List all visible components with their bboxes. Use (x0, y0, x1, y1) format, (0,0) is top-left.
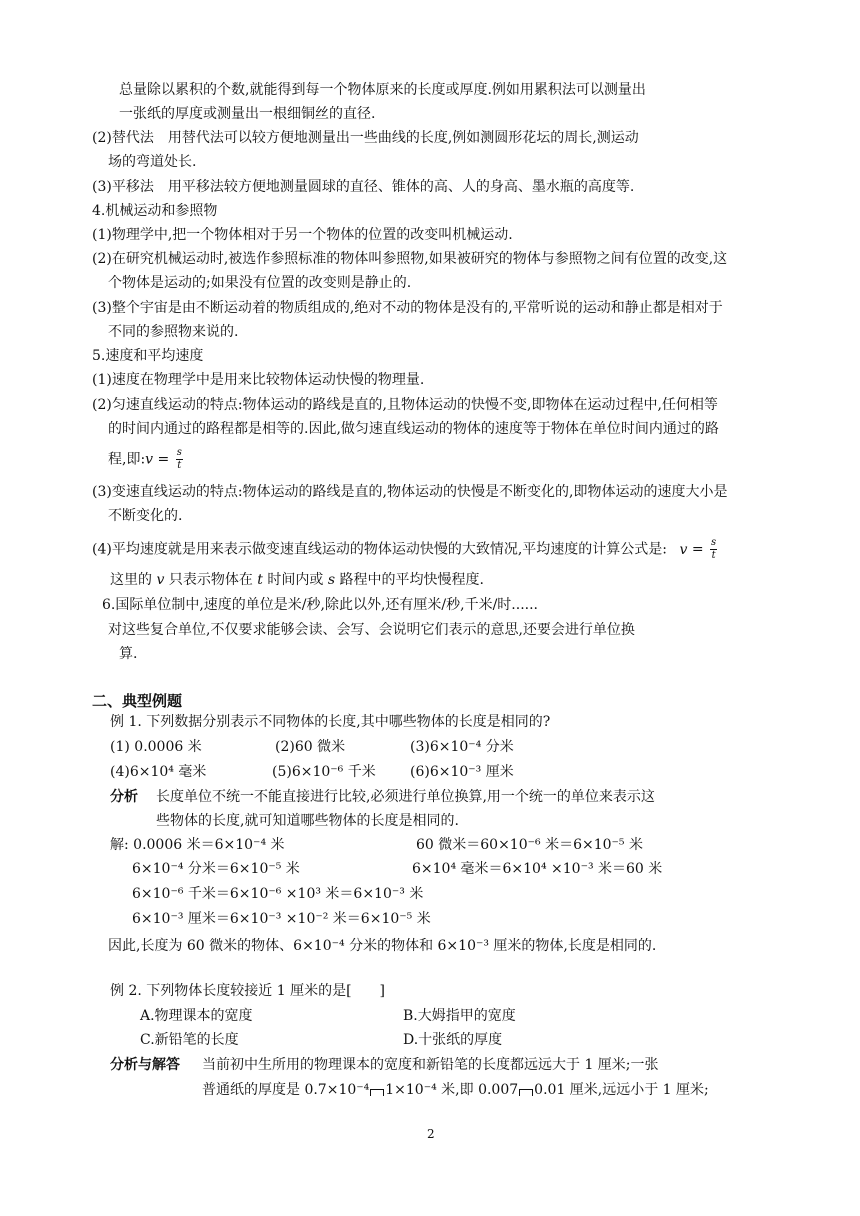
option: A.物理课本的宽度 (140, 1008, 253, 1024)
text-line: 不断变化的. (108, 508, 183, 524)
option: (3)6×10⁻⁴ 分米 (410, 739, 514, 755)
solution-line: 6×10⁻³ 厘米＝6×10⁻³ ×10⁻² 米＝6×10⁻⁵ 米 (132, 911, 431, 927)
text-line: 的时间内通过的路程都是相等的.因此,做匀速直线运动的物体的速度等于物体在单位时间内通过的路 (108, 421, 719, 437)
text-line: (2)匀速直线运动的特点:物体运动的路线是直的,且物体运动的快慢不变,即物体在运动过程中,任何相等 (92, 397, 718, 413)
formula-fraction (710, 537, 717, 562)
solution-line: 6×10⁻⁴ 分米＝6×10⁻⁵ 米 (132, 861, 300, 877)
text-line (202, 1080, 709, 1100)
option: (1) 0.0006 米 (110, 739, 202, 755)
solution-line: 解: 0.0006 米＝6×10⁻⁴ 米 (110, 837, 285, 853)
formula-denominator: t (177, 460, 182, 471)
text-segment: (4)平均速度就是用来表示做变速直线运动的物体运动快慢的大致情况,平均速度的计算公式是: (92, 541, 667, 558)
solution-line: 60 微米＝60×10⁻⁶ 米＝6×10⁻⁵ 米 (416, 837, 643, 853)
text-line: (2)在研究机械运动时,被选作参照标准的物体叫参照物,如果被研究的物体与参照物之间有位置的改变,这 (92, 251, 728, 267)
text-line: (1)速度在物理学中是用来比较物体运动快慢的物理量. (92, 372, 425, 388)
text-line: 5.速度和平均速度 (92, 348, 204, 364)
text-line: (1)物理学中,把一个物体相对于另一个物体的位置的改变叫机械运动. (92, 227, 513, 243)
text-segment: 这里的 (110, 572, 152, 588)
formula-t: t (257, 572, 263, 588)
analysis-label: 分析与解答 (110, 1057, 180, 1073)
option: (2)60 微米 (275, 739, 346, 755)
option: (5)6×10⁻⁶ 千米 (272, 764, 376, 780)
text-segment: 普通纸的厚度是 0.7×10⁻⁴ (202, 1082, 370, 1098)
text-line: 算. (119, 646, 138, 662)
text-line (110, 570, 484, 590)
tilde-symbol (519, 1089, 533, 1096)
formula-equals: = (153, 451, 174, 468)
text-line: (3)变速直线运动的特点:物体运动的路线是直的,物体运动的快慢是不断变化的,即物体运动的速度大小是 (92, 484, 728, 500)
option: (4)6×10⁴ 毫米 (110, 764, 207, 780)
text-segment: 程,即: (108, 451, 146, 468)
option: C.新铅笔的长度 (140, 1032, 239, 1048)
analysis-label: 分析 (110, 789, 138, 805)
text-line: (2)替代法 用替代法可以较方便地测量出一些曲线的长度,例如测圆形花坛的周长,测运动 (92, 130, 639, 146)
text-line: 个物体是运动的;如果没有位置的改变则是静止的. (108, 275, 412, 291)
text-line: 些物体的长度,就可知道哪些物体的长度是相同的. (156, 813, 459, 829)
text-segment: 只表示物体在 (168, 572, 253, 588)
formula-v: v (156, 572, 165, 588)
text-line: 一张纸的厚度或测量出一根细铜丝的直径. (119, 106, 376, 122)
text-line: 总量除以累积的个数,就能得到每一个物体原来的长度或厚度.例如用累积法可以测量出 (119, 82, 646, 98)
solution-line: 6×10⁴ 毫米＝6×10⁴ ×10⁻³ 米＝60 米 (412, 861, 663, 877)
text-line: 场的弯道处长. (108, 154, 197, 170)
formula-v: v (679, 541, 688, 558)
formula-denominator: t (711, 550, 716, 561)
text-line: (3)平移法 用平移法较方便地测量圆球的直径、锥体的高、人的身高、墨水瓶的高度等. (92, 179, 635, 195)
text-line: 长度单位不统一不能直接进行比较,必须进行单位换算,用一个统一的单位来表示这 (156, 789, 655, 805)
formula-line (92, 537, 717, 562)
formula-fraction (176, 447, 183, 472)
page-number: 2 (427, 1127, 435, 1141)
formula-line (108, 447, 183, 472)
text-line: 当前初中生所用的物理课本的宽度和新铅笔的长度都远远大于 1 厘米;一张 (202, 1057, 659, 1073)
text-segment: 0.01 厘米,远远小于 1 厘米; (534, 1082, 709, 1098)
text-line: 不同的参照物来说的. (108, 324, 239, 340)
formula-numerator: s (176, 447, 182, 458)
example-question: 例 1. 下列数据分别表示不同物体的长度,其中哪些物体的长度是相同的? (110, 714, 551, 730)
section-heading: 二、典型例题 (92, 692, 183, 710)
formula-equals: = (687, 541, 709, 558)
text-line: 对这些复合单位,不仅要求能够会读、会写、会说明它们表示的意思,还要会进行单位换 (108, 622, 635, 638)
text-line: (3)整个宇宙是由不断运动着的物质组成的,绝对不动的物体是没有的,平常听说的运动和静止都是相对于 (92, 300, 723, 316)
option: B.大姆指甲的宽度 (403, 1008, 516, 1024)
text-segment: 路程中的平均快慢程度. (339, 572, 484, 588)
formula-v: v (145, 451, 154, 468)
formula-numerator: s (711, 537, 717, 548)
text-line: 4.机械运动和参照物 (92, 203, 218, 219)
tilde-symbol (370, 1089, 384, 1096)
text-segment: 1×10⁻⁴ 米,即 0.007 (385, 1082, 519, 1098)
formula-s: s (327, 572, 336, 588)
text-segment: 时间内或 (267, 572, 324, 588)
solution-line: 6×10⁻⁶ 千米＝6×10⁻⁶ ×10³ 米＝6×10⁻³ 米 (132, 886, 424, 902)
example-question: 例 2. 下列物体长度较接近 1 厘米的是[ ] (110, 983, 385, 999)
text-line: 6.国际单位制中,速度的单位是米/秒,除此以外,还有厘米/秒,千米/时...... (102, 597, 539, 613)
conclusion-line: 因此,长度为 60 微米的物体、6×10⁻⁴ 分米的物体和 6×10⁻³ 厘米的物体,长度是相同的. (108, 938, 657, 954)
option: D.十张纸的厚度 (403, 1032, 503, 1048)
option: (6)6×10⁻³ 厘米 (410, 764, 514, 780)
